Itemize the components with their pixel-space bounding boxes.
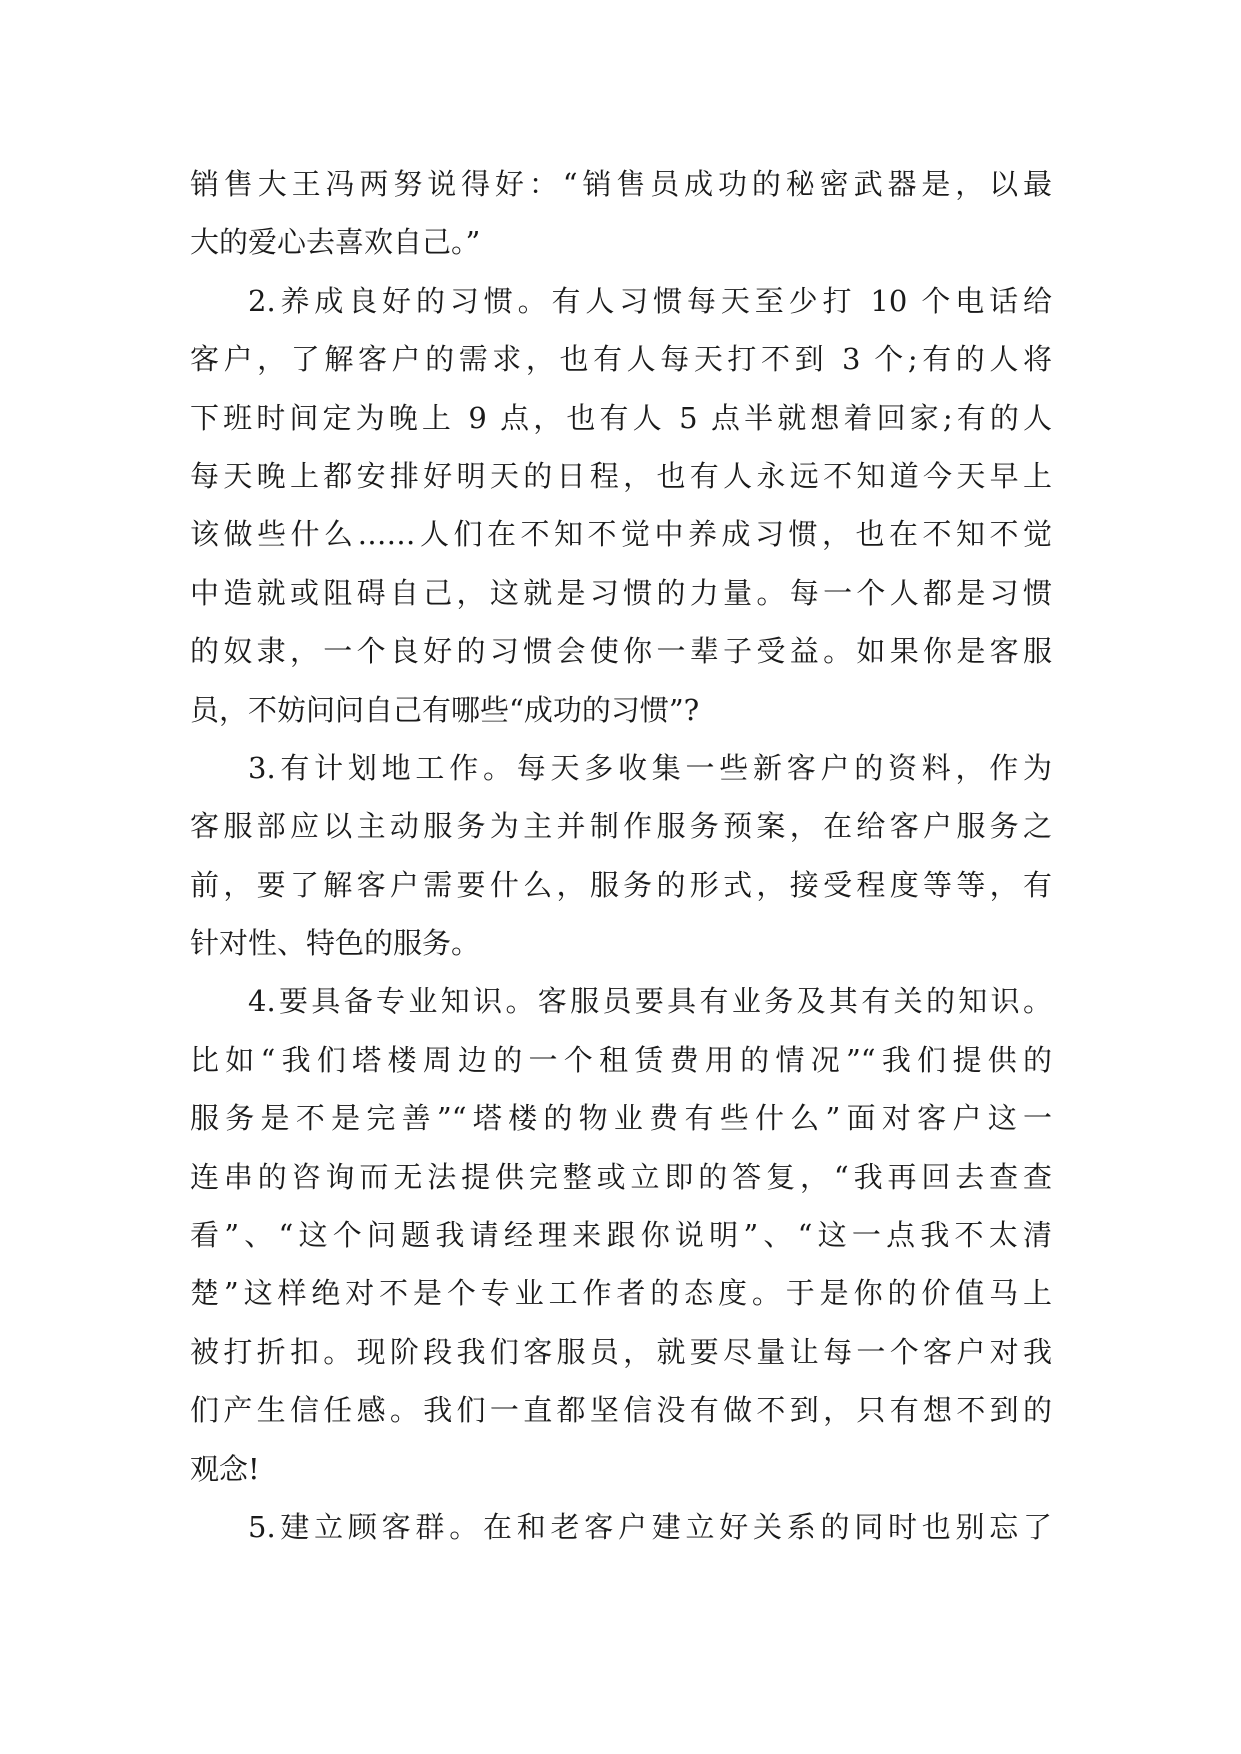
text-line: 4.要具备专业知识。客服员要具有业务及其有关的知识。 <box>248 984 1052 1019</box>
text-line: 客户，了解客户的需求，也有人每天打不到 3 个;有的人将 <box>190 342 1052 377</box>
text-line: 5.建立顾客群。在和老客户建立好关系的同时也别忘了 <box>248 1509 1052 1544</box>
text-line: 针对性、特色的服务。 <box>190 926 481 961</box>
text-line: 被打折扣。现阶段我们客服员，就要尽量让每一个客户对我 <box>190 1334 1052 1369</box>
text-line: 3.有计划地工作。每天多收集一些新客户的资料，作为 <box>248 750 1052 785</box>
text-line: 中造就或阻碍自己，这就是习惯的力量。每一个人都是习惯 <box>190 575 1052 610</box>
text-line: 观念! <box>190 1451 260 1486</box>
text-line: 的奴隶，一个良好的习惯会使你一辈子受益。如果你是客服 <box>190 634 1052 669</box>
text-line: 们产生信任感。我们一直都坚信没有做不到，只有想不到的 <box>190 1393 1052 1428</box>
text-line: 大的爱心去喜欢自己。” <box>190 225 481 260</box>
text-line: 2.养成良好的习惯。有人习惯每天至少打 10 个电话给 <box>248 283 1052 318</box>
text-line: 连串的咨询而无法提供完整或立即的答复，“我再回去查查 <box>190 1159 1052 1194</box>
text-line: 比如“我们塔楼周边的一个租赁费用的情况”“我们提供的 <box>190 1042 1052 1077</box>
text-line: 下班时间定为晚上 9 点，也有人 5 点半就想着回家;有的人 <box>190 400 1052 435</box>
text-line: 看”、“这个问题我请经理来跟你说明”、“这一点我不太清 <box>190 1218 1052 1253</box>
body-text <box>190 155 1052 1556</box>
text-line: 服务是不是完善”“塔楼的物业费有些什么”面对客户这一 <box>190 1101 1052 1136</box>
text-line: 楚”这样绝对不是个专业工作者的态度。于是你的价值马上 <box>190 1276 1052 1311</box>
text-line: 销售大王冯两努说得好：“销售员成功的秘密武器是，以最 <box>190 167 1052 201</box>
text-line: 客服部应以主动服务为主并制作服务预案，在给客户服务之 <box>190 809 1052 844</box>
text-line: 该做些什么……人们在不知不觉中养成习惯，也在不知不觉 <box>190 517 1052 552</box>
text-line: 每天晚上都安排好明天的日程，也有人永远不知道今天早上 <box>190 458 1052 493</box>
text-line: 前，要了解客户需要什么，服务的形式，接受程度等等，有 <box>190 867 1052 902</box>
text-line: 员，不妨问问自己有哪些“成功的习惯”? <box>190 692 700 727</box>
